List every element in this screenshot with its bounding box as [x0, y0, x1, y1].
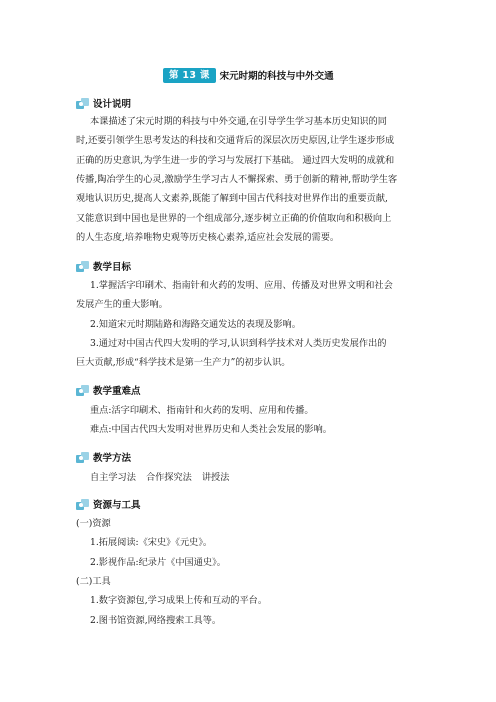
book-icon — [76, 98, 89, 109]
goal-line: 巨大贡献,形成“科学技术是第一生产力”的初步认识。 — [76, 357, 291, 368]
book-icon — [76, 499, 89, 510]
resource-item: 1.拓展阅读:《宋史》《元史》。 — [90, 537, 213, 548]
difficult-point-line: 难点:中国古代四大发明对世界历史和人类社会发展的影响。 — [90, 424, 332, 435]
paragraph-line: 时,还要引领学生思考发达的科技和交通背后的深层次历史原因,让学生逐步形成 — [76, 135, 395, 146]
goal-line: 2.知道宋元时期陆路和海路交通发达的表现及影响。 — [90, 319, 301, 330]
tool-item: 2.图书馆资源,网络搜索工具等。 — [90, 615, 222, 626]
paragraph-line: 正确的历史意识,为学生进一步的学习与发展打下基础。 通过四大发明的成就和 — [76, 155, 395, 166]
key-point-line: 重点:活字印刷术、指南针和火药的发明、应用和传播。 — [90, 405, 314, 416]
section-heading-resources — [76, 497, 141, 511]
lesson-title: 宋元时期的科技与中外交通 — [219, 71, 334, 82]
paragraph-line: 的人生态度,培养唯物史观等历史核心素养,适应社会发展的需要。 — [76, 232, 340, 243]
book-icon — [76, 385, 89, 396]
method-item: 自主学习法 — [90, 472, 136, 483]
section-heading-methods — [76, 450, 131, 464]
subsection-title: (二)工具 — [76, 576, 111, 587]
book-icon — [76, 452, 89, 463]
section-title: 教学重难点 — [93, 386, 141, 397]
section-title: 教学方法 — [93, 453, 132, 464]
paragraph-line: 观地认识历史,提高人文素养,既能了解到中国古代科技对世界作出的重要贡献, — [76, 193, 388, 204]
paragraph-line: 传播,陶冶学生的心灵,激励学生学习古人不懈探索、勇于创新的精神,帮助学生客 — [76, 174, 398, 185]
goal-line: 1.掌握活字印刷术、指南针和火药的发明、应用、传播及对世界文明和社会 — [90, 280, 393, 291]
method-item: 讲授法 — [201, 472, 230, 483]
section-title: 资源与工具 — [93, 500, 141, 511]
tool-item: 1.数字资源包,学习成果上传和互动的平台。 — [90, 595, 268, 606]
goal-line: 发展产生的重大影响。 — [76, 299, 168, 310]
subsection-title: (一)资源 — [76, 518, 111, 529]
lesson-header — [163, 67, 334, 83]
goal-line: 3.通过对中国古代四大发明的学习,认识到科学技术对人类历史发展作出的 — [90, 338, 387, 349]
section-heading-design — [76, 96, 131, 110]
paragraph-line: 本课描述了宋元时期的科技与中外交通,在引导学生学习基本历史知识的同 — [90, 116, 387, 127]
section-heading-goals — [76, 259, 131, 273]
resource-item: 2.影视作品:纪录片《中国通史》。 — [90, 557, 226, 568]
lesson-number-badge: 第 13 课 — [163, 68, 216, 83]
method-item: 合作探究法 — [145, 472, 192, 483]
methods-list — [90, 469, 229, 483]
book-icon — [76, 261, 89, 272]
paragraph-line: 又能意识到中国也是世界的一个组成部分,逐步树立正确的价值取向和积极向上 — [76, 213, 392, 224]
section-title: 设计说明 — [93, 99, 132, 110]
section-title: 教学目标 — [93, 262, 132, 273]
section-heading-keypoints — [76, 383, 141, 397]
